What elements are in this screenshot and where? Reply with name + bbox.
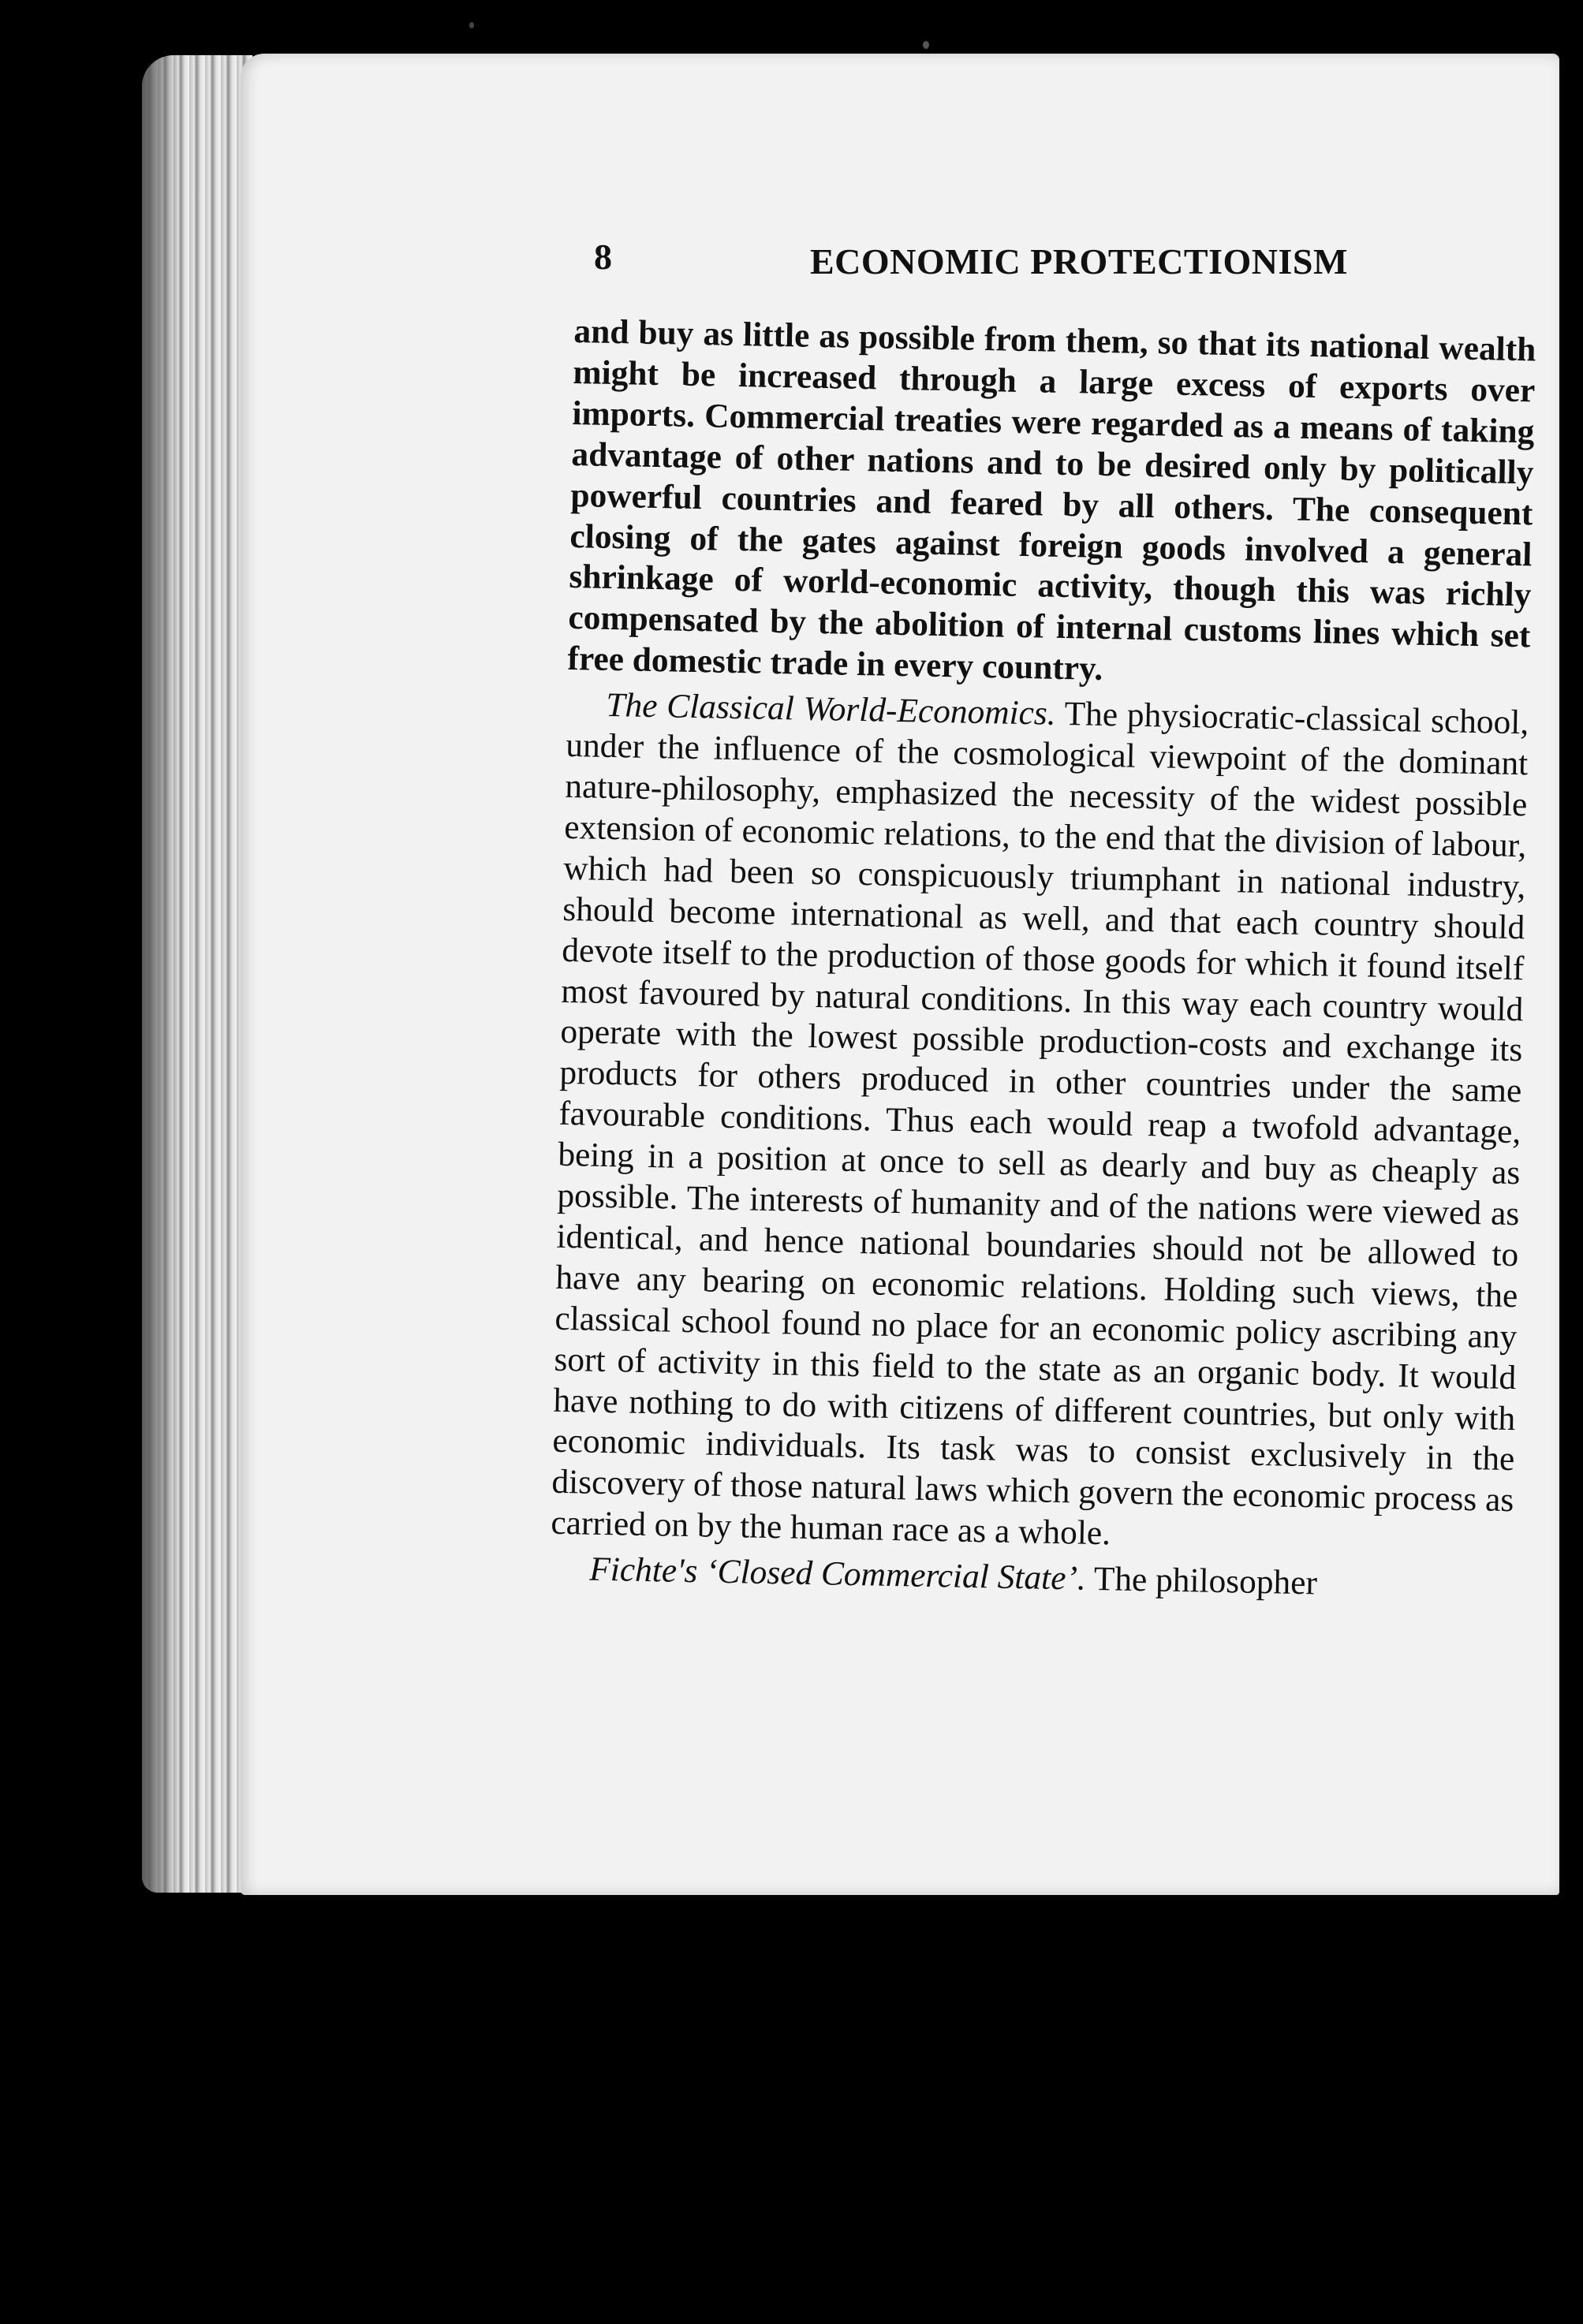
section-heading-classical: The Classical World-Economics. [605, 686, 1057, 733]
paragraph-fichte-text: The philosopher [1093, 1560, 1318, 1602]
running-title: ECONOMIC PROTECTIONISM [810, 241, 1348, 282]
paragraph-continued: and buy as little as possible from them, so that its national wealth might be increased through a large excess of exports over imports. Commercial treaties were regarded as a means of taking advantage of other nations and to be desired only by politically powerful countries and feared by all others. The consequent closing of the gates against foreign goods involved a general shrinkage of world-economic activity, though this was richly compensated by the abolition of internal customs lines which set free domestic trade in every country. [567, 311, 1536, 688]
body-text [550, 311, 1536, 1608]
paragraph-classical-text: The physiocratic-classical school, under the influence of the cosmological viewpoint of the dominant nature-philosophy, emphasized the necessity of the widest possible extension of economic relations, to the end that the division of labour, which had been so conspicuously triumphant in national industry, should become international as well, and that each country should devote itself to the production of those goods for which it found itself most favoured by natural conditions. In this way each country would operate with the lowest possible production-costs and exchange its products for others produced in other countries under the same favourable conditions. Thus each would reap a twofold advantage, being in a position at once to sell as dearly and buy as cheaply as possible. The interests of humanity and of the nations were viewed as identical, and hence national boundaries should not be allowed to have any bearing on economic relations. Holding such views, the classical school found no place for an economic policy ascribing any sort of activity in this field to the state as an organic body. It would have nothing to do with citizens of different countries, but only with economic individuals. Its task was to consist exclusively in the discovery of those natural laws which govern the economic process as carried on by the human race as a whole. [551, 695, 1529, 1553]
page-number: 8 [594, 237, 612, 277]
book-spine-shadow [142, 55, 181, 1893]
section-heading-fichte: Fichte's ‘Closed Commercial State’. [588, 1550, 1087, 1598]
scan-dust-mark [469, 22, 474, 28]
scan-dust-mark [923, 41, 929, 49]
paragraph-classical-world-economics [551, 685, 1529, 1562]
page-header [594, 233, 1348, 289]
